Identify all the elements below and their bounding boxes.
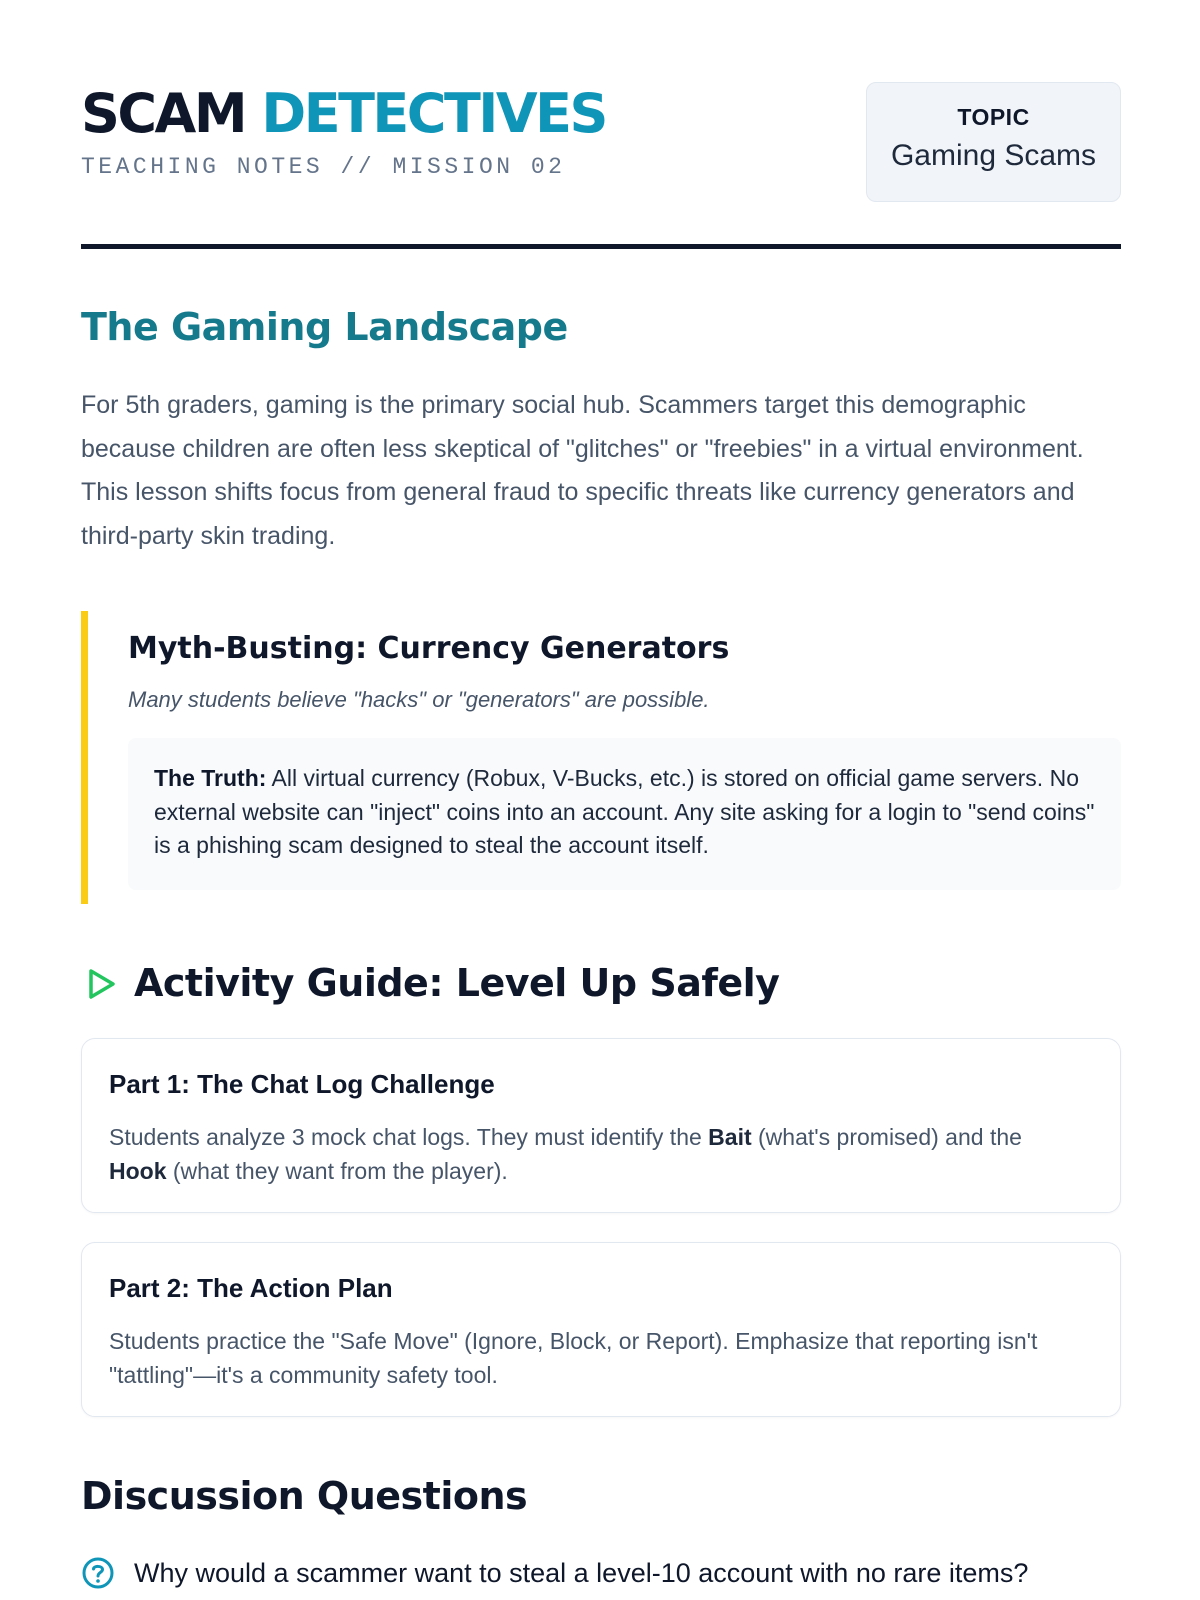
- play-icon: [84, 967, 118, 1001]
- part-1-text-b: (what's promised) and the: [751, 1124, 1022, 1150]
- truth-label: The Truth:: [154, 765, 267, 791]
- activity-card-part-2: [81, 1242, 1121, 1417]
- activity-part-1-text: [109, 1121, 1084, 1188]
- section-title-activity: Activity Guide: Level Up Safely: [134, 961, 780, 1005]
- myth-title: Myth-Busting: Currency Generators: [128, 631, 730, 666]
- section-title-discussion: Discussion Questions: [81, 1474, 528, 1518]
- brand-title: [81, 82, 606, 146]
- question-circle-icon: [81, 1556, 115, 1590]
- discussion-question: Why would a scammer want to steal a level-10 account with no rare items?: [134, 1558, 1029, 1588]
- landscape-paragraph: For 5th graders, gaming is the primary social hub. Scammers target this demographic because children are often less skeptical of "glitches" or "freebies" in a virtual environment. This lesson shifts focus from general fraud to specific threats like currency generators and third-party skin trading.: [81, 391, 1084, 550]
- topic-value: Gaming Scams: [890, 139, 1097, 172]
- activity-part-2-text: Students practice the "Safe Move" (Ignore, Block, or Report). Emphasize that reporting isn't "tattling"—it's a community safety tool.: [109, 1328, 1038, 1388]
- brand-title-part1: SCAM: [81, 82, 246, 145]
- part-1-text-a: Students analyze 3 mock chat logs. They must identify the: [109, 1124, 709, 1150]
- activity-part-2-title: Part 2: The Action Plan: [109, 1273, 393, 1303]
- header-divider: [81, 244, 1121, 249]
- topic-badge: [866, 82, 1121, 202]
- topic-label: TOPIC: [957, 104, 1030, 130]
- part-1-hook: Hook: [109, 1157, 167, 1184]
- part-1-bait: Bait: [708, 1124, 752, 1150]
- myth-subtitle: Many students believe "hacks" or "generators" are possible.: [128, 687, 710, 712]
- myth-callout: [81, 611, 1121, 904]
- activity-card-part-1: [81, 1038, 1121, 1213]
- truth-text: All virtual currency (Robux, V-Bucks, etc.) is stored on official game servers. No external website can "inject" coins into an account. Any site asking for a login to "send coins" is a phishing scam designed to steal the account itself.: [154, 765, 1095, 858]
- section-title-landscape: The Gaming Landscape: [81, 305, 568, 349]
- page-subtitle: TEACHING NOTES // MISSION 02: [81, 154, 566, 180]
- teaching-notes-page: [81, 0, 1121, 1600]
- truth-box: [128, 738, 1121, 890]
- part-1-text-c: (what they want from the player).: [166, 1157, 508, 1184]
- activity-part-1-title: Part 1: The Chat Log Challenge: [109, 1069, 495, 1099]
- header: [81, 82, 1121, 212]
- brand-title-part2: DETECTIVES: [261, 82, 606, 145]
